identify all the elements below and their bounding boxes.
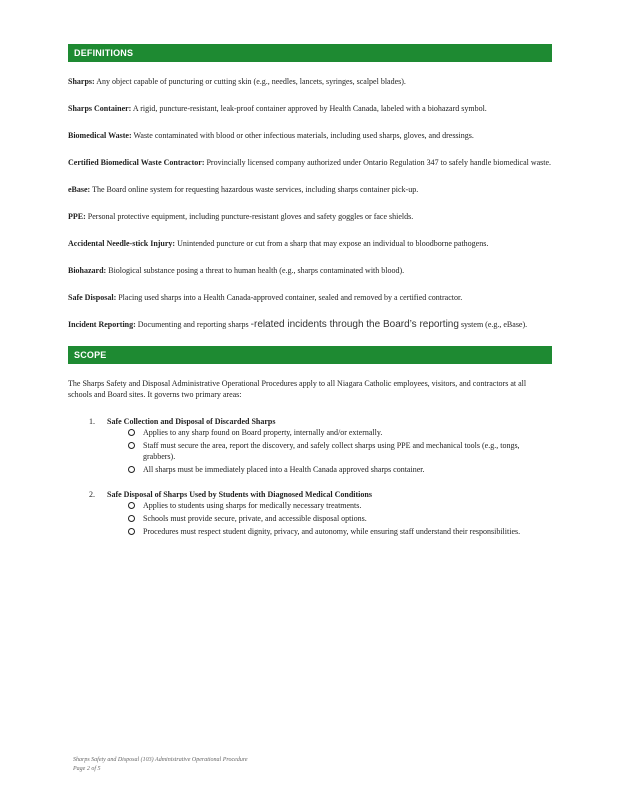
definition-term: Sharps Container: — [68, 104, 132, 113]
definition-term: Sharps: — [68, 77, 95, 86]
section-title-text: Safe Disposal of Sharps Used by Students with Diagnosed Medical Conditions — [107, 490, 372, 499]
hollow-bullet-icon — [128, 515, 135, 522]
definition-text: Waste contaminated with blood or other infectious materials, including used sharps, gloves, and dressings. — [133, 131, 474, 140]
list-item — [127, 427, 552, 438]
definition-item — [68, 157, 552, 168]
definitions-list — [68, 76, 552, 330]
list-item-text: Applies to any sharp found on Board property, internally and/or externally. — [143, 428, 383, 437]
definition-text-end: system (e.g., eBase). — [460, 320, 528, 329]
hollow-bullet-icon — [128, 528, 135, 535]
footer-page-number: Page 2 of 5 — [73, 766, 101, 772]
definition-text: Biological substance posing a threat to human health (e.g., sharps contaminated with blood). — [108, 266, 405, 275]
list-item-text: Schools must provide secure, private, and accessible disposal options. — [143, 514, 367, 523]
definition-text: Placing used sharps into a Health Canada-approved container, sealed and removed by a certified contractor. — [118, 293, 463, 302]
definition-text: The Board online system for requesting hazardous waste services, including sharps container pick-up. — [92, 185, 419, 194]
scope-section — [89, 489, 552, 537]
list-item-text: Procedures must respect student dignity, privacy, and autonomy, while ensuring staff understand their responsibilities. — [143, 527, 521, 536]
definition-item — [68, 103, 552, 114]
definition-text: Documenting and reporting sharps — [137, 320, 249, 329]
definition-term: eBase: — [68, 185, 91, 194]
list-item — [127, 500, 552, 511]
definition-item — [68, 265, 552, 276]
list-item-text: All sharps must be immediately placed into a Health Canada approved sharps container. — [143, 465, 425, 474]
definitions-header: DEFINITIONS — [68, 44, 552, 62]
list-item-text: Staff must secure the area, report the discovery, and safely collect sharps using PPE and mechanical tools (e.g., tongs, grabbers). — [143, 441, 520, 461]
definition-term: Biohazard: — [68, 266, 107, 275]
definition-term: Accidental Needle-stick Injury: — [68, 239, 176, 248]
definition-item — [68, 130, 552, 141]
definition-item — [68, 238, 552, 249]
definition-item — [68, 76, 552, 87]
hollow-bullet-icon — [128, 442, 135, 449]
definition-item — [68, 211, 552, 222]
section-items — [89, 427, 552, 475]
definition-text: Personal protective equipment, including puncture-resistant gloves and safety goggles or face shields. — [87, 212, 414, 221]
definition-term: Incident Reporting: — [68, 320, 136, 329]
section-title-text: Safe Collection and Disposal of Discarded Sharps — [107, 417, 276, 426]
section-number: 1. — [89, 417, 95, 426]
definition-term: Biomedical Waste: — [68, 131, 132, 140]
definition-text-tail: -related incidents through the Board’s reporting — [250, 319, 459, 330]
hollow-bullet-icon — [128, 429, 135, 436]
hollow-bullet-icon — [128, 466, 135, 473]
definition-text: Unintended puncture or cut from a sharp that may expose an individual to bloodborne pathogens. — [177, 239, 489, 248]
document-page — [68, 44, 552, 551]
list-item-text: Applies to students using sharps for medically necessary treatments. — [143, 501, 362, 510]
list-item — [127, 526, 552, 537]
page-footer — [73, 756, 248, 774]
definition-term: PPE: — [68, 212, 86, 221]
scope-section — [89, 416, 552, 475]
list-item — [127, 513, 552, 524]
section-number: 2. — [89, 490, 95, 499]
definition-text: Provincially licensed company authorized under Ontario Regulation 347 to safely handle biomedical waste. — [206, 158, 552, 167]
definition-text: A rigid, puncture-resistant, leak-proof container approved by Health Canada, labeled with a biohazard symbol. — [132, 104, 487, 113]
list-item — [127, 440, 552, 462]
section-title — [89, 416, 552, 427]
footer-title: Sharps Safety and Disposal (103) Administrative Operational Procedure — [73, 757, 248, 763]
hollow-bullet-icon — [128, 502, 135, 509]
definition-term: Certified Biomedical Waste Contractor: — [68, 158, 205, 167]
section-title — [89, 489, 552, 500]
definition-text: Any object capable of puncturing or cutting skin (e.g., needles, lancets, syringes, scalpel blades). — [96, 77, 406, 86]
definition-item — [68, 319, 552, 330]
section-items — [89, 500, 552, 537]
scope-header: SCOPE — [68, 346, 552, 364]
definition-term: Safe Disposal: — [68, 293, 117, 302]
scope-intro: The Sharps Safety and Disposal Administrative Operational Procedures apply to all Niagara Catholic employees, visitors, and contractors at all schools and Board sites. It governs two primary areas: — [68, 379, 527, 399]
list-item — [127, 464, 552, 475]
definition-item — [68, 292, 552, 303]
definition-item — [68, 184, 552, 195]
